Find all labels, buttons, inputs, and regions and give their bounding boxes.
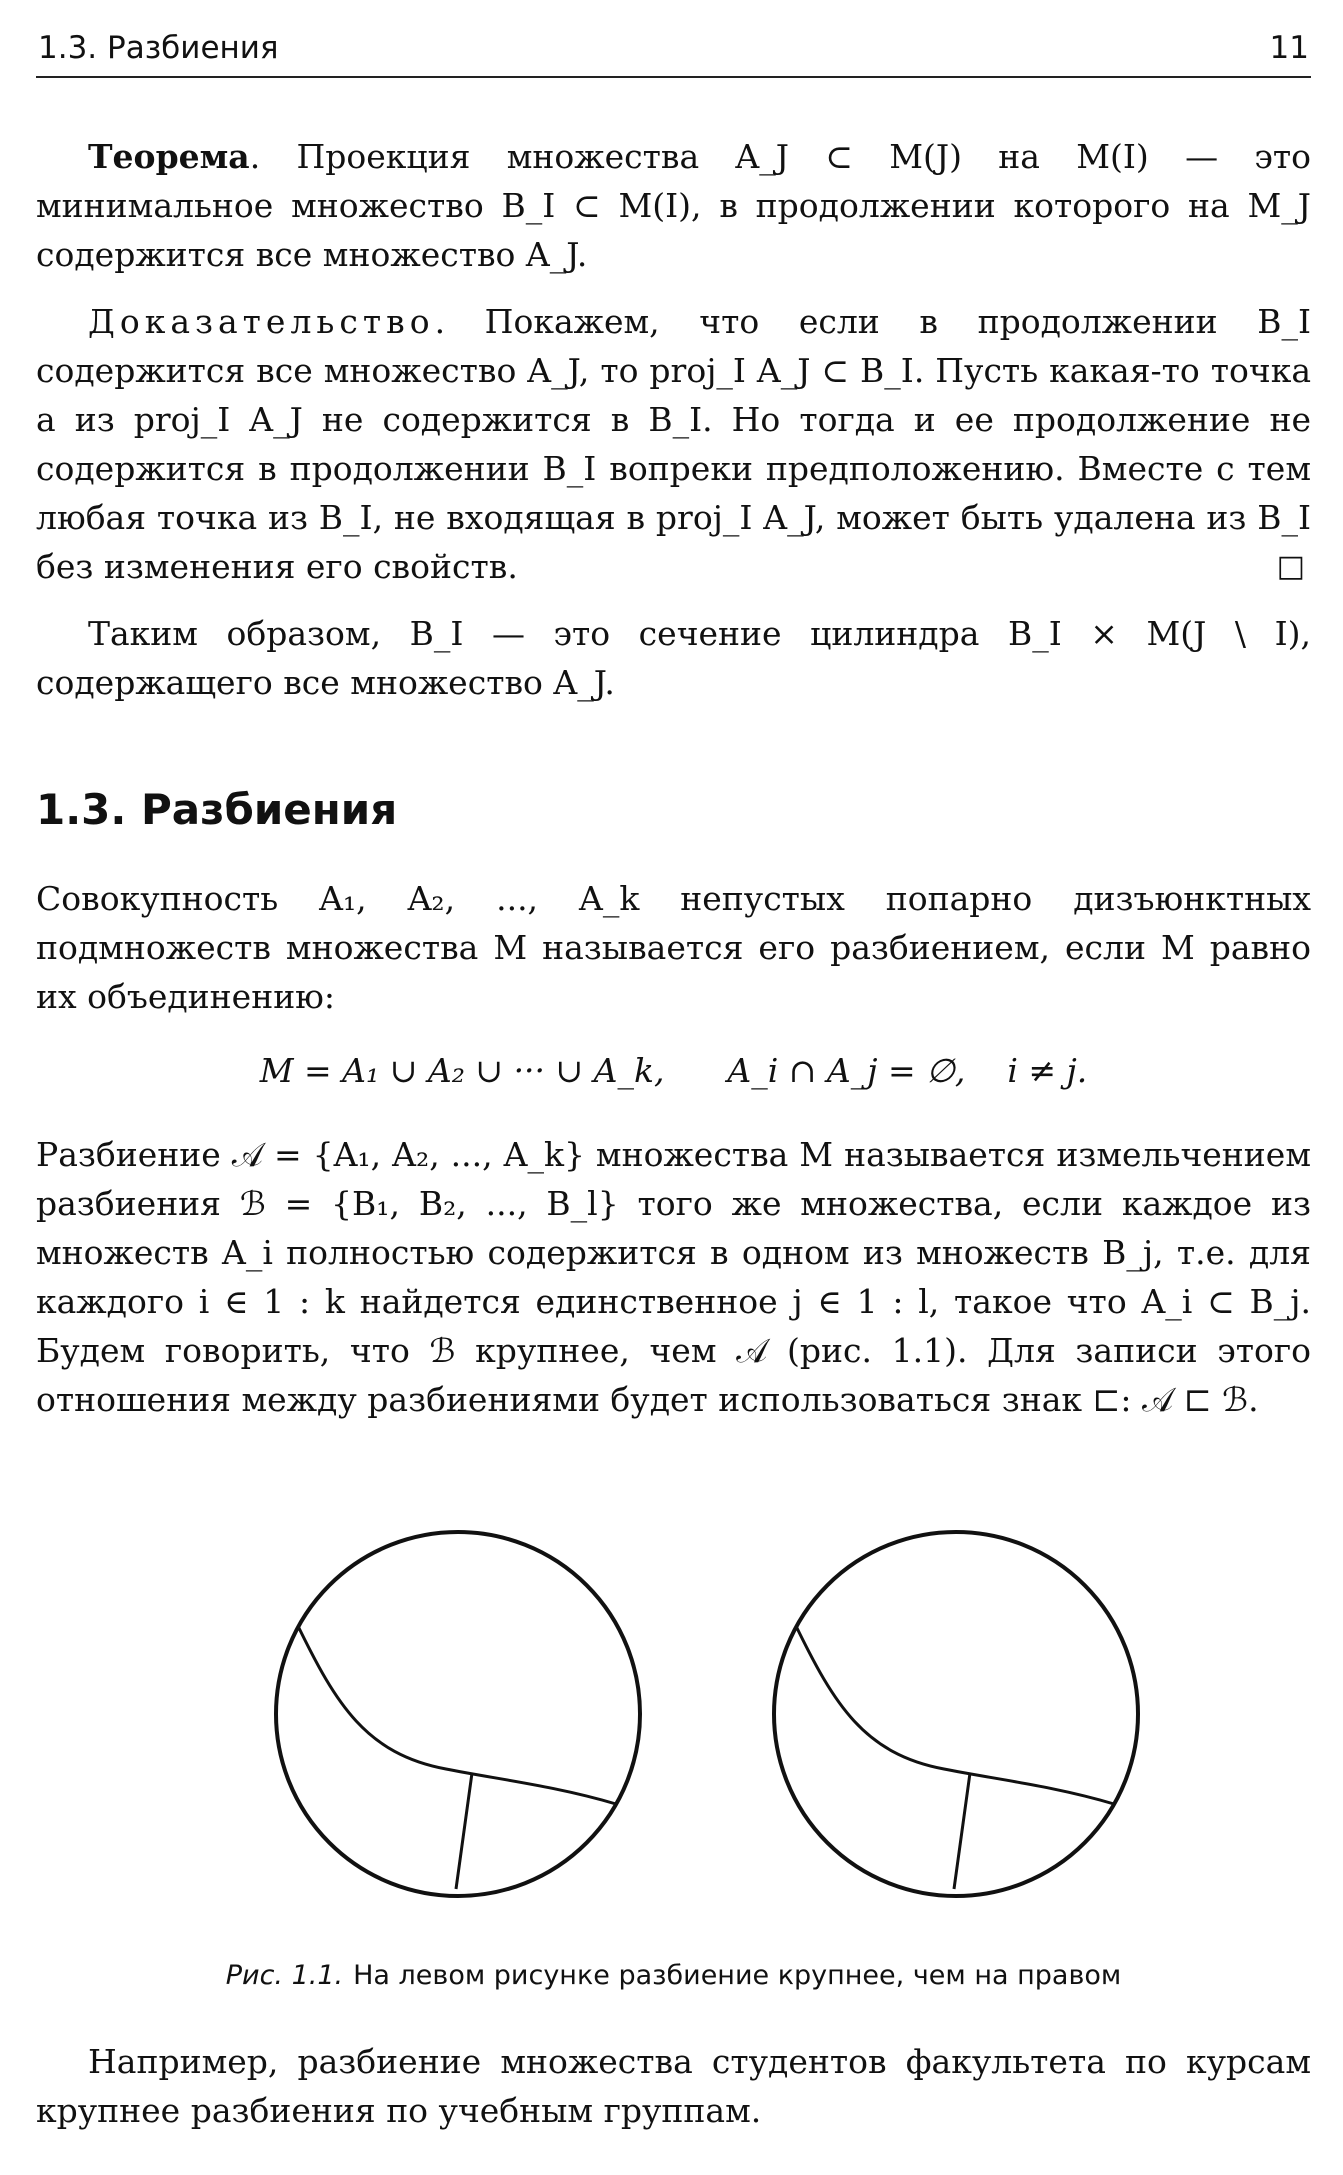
left-circle-diagram: [276, 1532, 640, 1896]
theorem-text: . Проекция множества A_J ⊂ M(J) на M(I) — это минимальное множество B_I ⊂ M(I), в продолжении которого на M_J содержится все множество A_J.: [36, 137, 1311, 274]
left-divider: [456, 1773, 472, 1889]
figure-1-1: [36, 1454, 1311, 1954]
partition-formula: M = A₁ ∪ A₂ ∪ ··· ∪ A_k, A_i ∩ A_j = ∅, i ≠ j.: [259, 1051, 1088, 1090]
proof-paragraph: [36, 297, 1311, 591]
figure-caption-label: Рис. 1.1.: [225, 1960, 344, 1991]
example-paragraph: Например, разбиение множества студентов факультета по курсам крупнее разбиения по учебным группам.: [36, 2042, 1311, 2130]
right-circle: [774, 1532, 1138, 1896]
page-number: 11: [1269, 30, 1309, 66]
left-circle: [276, 1532, 640, 1896]
page-body: [36, 132, 1311, 2153]
left-curve: [298, 1626, 616, 1804]
running-header: [36, 28, 1311, 78]
qed-symbol: □: [1276, 549, 1305, 584]
header-section-title: 1.3. Разбиения: [38, 30, 279, 66]
figure-caption-text: На левом рисунке разбиение крупнее, чем на правом: [353, 1960, 1122, 1991]
refinement-paragraph: Разбиение 𝒜 = {A₁, A₂, ..., A_k} множества M называется измельчением разбиения ℬ = {B₁, B₂, ..., B_l} того же множества, если каждое из множеств A_i полностью содержится в одном из множеств B_j, т.е. для каждого i ∈ 1 : k найдется единственное j ∈ 1 : l, такое что A_i ⊂ B_j. Будем говорить, что ℬ крупнее, чем 𝒜 (рис. 1.1). Для записи этого отношения между разбиениями будет использоваться знак ⊏: 𝒜 ⊏ ℬ.: [36, 1135, 1311, 1419]
right-circle-diagram: [774, 1532, 1138, 1896]
theorem-label: Теорема: [88, 137, 250, 176]
theorem-paragraph: [36, 132, 1311, 279]
cylinder-paragraph: Таким образом, B_I — это сечение цилиндра B_I × M(J \ I), содержащего все множество A_J.: [36, 614, 1311, 702]
partition-diagrams: [36, 1454, 1311, 1954]
definition-paragraph: Совокупность A₁, A₂, ..., A_k непустых попарно дизъюнктных подмножеств множества M называется его разбиением, если M равно их объединению:: [36, 879, 1311, 1016]
right-divider: [954, 1773, 970, 1889]
proof-label: Доказательство: [88, 302, 435, 341]
figure-caption: [36, 1960, 1311, 1991]
proof-text: . Покажем, что если в продолжении B_I содержится все множество A_J, то proj_I A_J ⊂ B_I. Пусть какая-то точка a из proj_I A_J не содержится в B_I. Но тогда и ее продолжение не содержится в продолжении B_I вопреки предположению. Вместе с тем любая точка из B_I, не входящая в proj_I A_J, может быть удалена из B_I без изменения его свойств.: [36, 302, 1311, 586]
section-heading: 1.3. Разбиения: [36, 785, 398, 834]
right-curve: [796, 1626, 1114, 1804]
